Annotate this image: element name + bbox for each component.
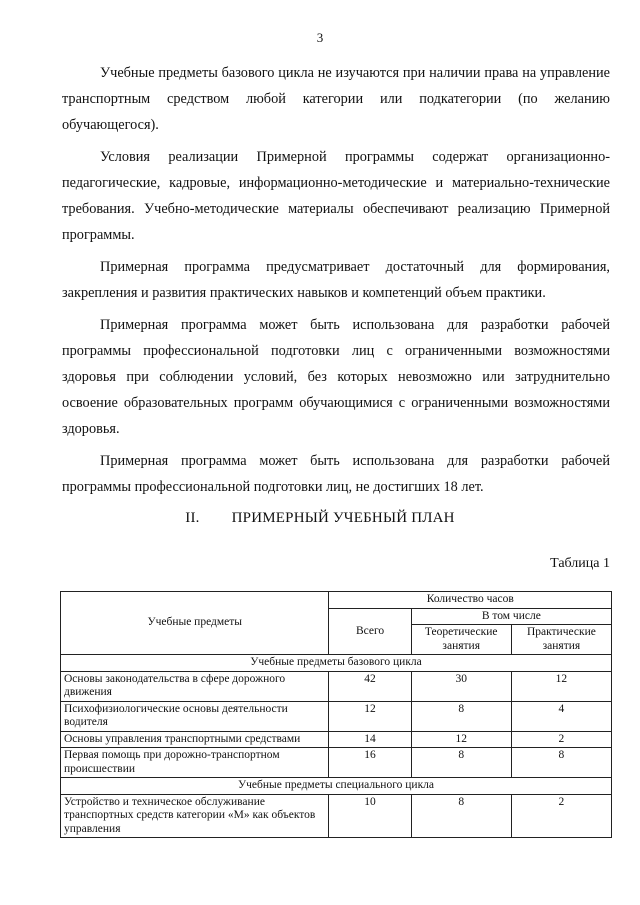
group-row: [61, 778, 612, 795]
cell-practice: 4: [511, 701, 611, 731]
paragraph: Примерная программа может быть использована для разработки рабочей программы профессиональной подготовки лиц, не достигших 18 лет.: [62, 453, 610, 495]
cell-theory: 8: [411, 794, 511, 838]
cell-subject: Первая помощь при дорожно-транспортном происшествии: [61, 748, 329, 778]
header-including: В том числе: [411, 608, 611, 625]
paragraph: Учебные предметы базового цикла не изучаются при наличии права на управление транспортным средством любой категории или подкатегории (по желанию обучающегося).: [62, 65, 610, 133]
group-title: Учебные предметы специального цикла: [61, 778, 612, 795]
header-theory: Теоретические занятия: [411, 625, 511, 655]
cell-total: 10: [329, 794, 411, 838]
cell-theory: 8: [411, 748, 511, 778]
table-row: [61, 731, 612, 748]
header-practice: Практические занятия: [511, 625, 611, 655]
cell-subject: Устройство и техническое обслуживание транспортных средств категории «М» как объектов управления: [61, 794, 329, 838]
header-subjects: Учебные предметы: [61, 592, 329, 655]
cell-total: 16: [329, 748, 411, 778]
cell-total: 12: [329, 701, 411, 731]
header-total: Всего: [329, 608, 411, 655]
cell-practice: 12: [511, 671, 611, 701]
section-number: II.: [185, 510, 200, 526]
cell-practice: 2: [511, 731, 611, 748]
group-title: Учебные предметы базового цикла: [61, 655, 612, 672]
section-heading: [0, 510, 640, 527]
section-title: ПРИМЕРНЫЙ УЧЕБНЫЙ ПЛАН: [231, 510, 455, 526]
cell-subject: Основы законодательства в сфере дорожного движения: [61, 671, 329, 701]
paragraph: Примерная программа может быть использована для разработки рабочей программы профессиональной подготовки лиц с ограниченными возможностями здоровья при соблюдении условий, без которых невозможно или затруднительно освоение образовательных программ обучающимися с ограниченными возможностями здоровья.: [62, 317, 610, 437]
cell-subject: Основы управления транспортными средствами: [61, 731, 329, 748]
cell-subject: Психофизиологические основы деятельности водителя: [61, 701, 329, 731]
cell-theory: 12: [411, 731, 511, 748]
cell-practice: 8: [511, 748, 611, 778]
header-hours: Количество часов: [329, 592, 612, 609]
paragraph: Примерная программа предусматривает достаточный для формирования, закрепления и развития практических навыков и компетенций объем практики.: [62, 259, 610, 301]
cell-total: 42: [329, 671, 411, 701]
body-text: [62, 60, 610, 506]
cell-practice: 2: [511, 794, 611, 838]
table-caption: Таблица 1: [550, 556, 610, 571]
table-row: [61, 671, 612, 701]
group-row: [61, 655, 612, 672]
cell-theory: 8: [411, 701, 511, 731]
table-row: [61, 794, 612, 838]
cell-total: 14: [329, 731, 411, 748]
table-row: [61, 748, 612, 778]
table-row: [61, 701, 612, 731]
page-number: 3: [316, 30, 324, 45]
study-plan-table: [60, 591, 612, 838]
paragraph: Условия реализации Примерной программы содержат организационно-педагогические, кадровые, информационно-методические и материально-технические требования. Учебно-методические материалы обеспечивают реализацию Примерной программы.: [62, 149, 610, 243]
cell-theory: 30: [411, 671, 511, 701]
